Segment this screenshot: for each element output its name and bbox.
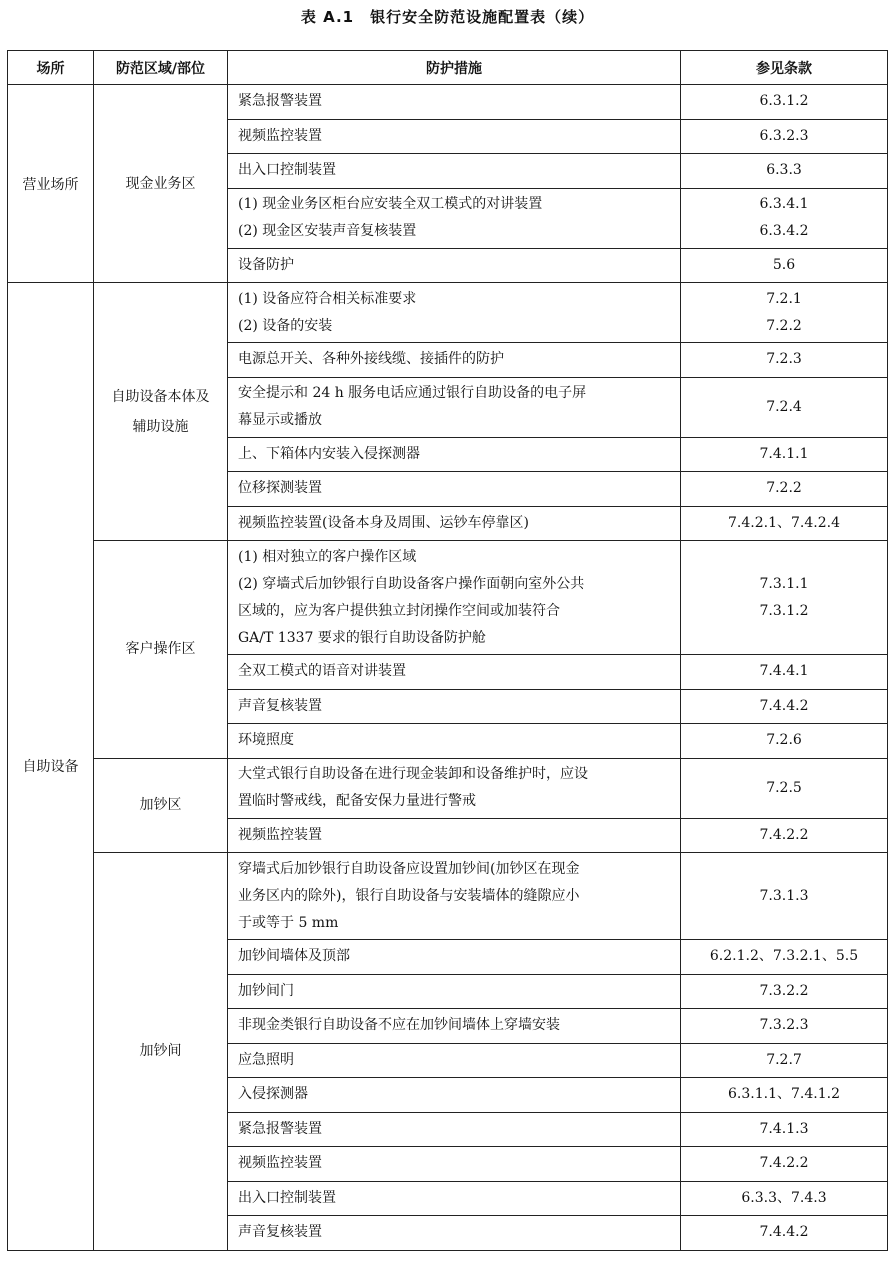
measure-cell bbox=[228, 1216, 681, 1251]
header-measure: 防护措施 bbox=[228, 51, 681, 85]
measure-cell bbox=[228, 689, 681, 724]
reference-line: 7.2.3 bbox=[766, 351, 802, 368]
reference-line: 7.4.1.3 bbox=[759, 1120, 809, 1137]
reference-line: 7.2.6 bbox=[766, 732, 802, 749]
reference-line: 6.2.1.2、7.3.2.1、5.5 bbox=[709, 948, 859, 965]
reference-cell bbox=[681, 154, 888, 189]
measure-cell bbox=[228, 1147, 681, 1182]
measure-cell bbox=[228, 119, 681, 154]
measure-line: 紧急报警装置 bbox=[238, 93, 322, 110]
header-reference: 参见条款 bbox=[681, 51, 888, 85]
measure-line: 应急照明 bbox=[238, 1051, 294, 1068]
reference-line: 7.2.2 bbox=[766, 317, 802, 334]
zone-line: 辅助设施 bbox=[132, 418, 189, 435]
zone-cell bbox=[94, 758, 228, 853]
measure-cell bbox=[228, 853, 681, 940]
reference-line: 7.3.2.2 bbox=[759, 982, 809, 999]
reference-cell bbox=[681, 974, 888, 1009]
reference-cell bbox=[681, 1147, 888, 1182]
measure-cell bbox=[228, 1078, 681, 1113]
reference-line: 7.3.2.3 bbox=[759, 1017, 809, 1034]
measure-line: (2) 现金区安装声音复核装置 bbox=[238, 223, 417, 239]
table-row bbox=[8, 85, 888, 120]
reference-cell bbox=[681, 1043, 888, 1078]
measure-line: 视频监控装置 bbox=[238, 826, 322, 843]
measure-cell bbox=[228, 1181, 681, 1216]
measure-line: (1) 现金业务区柜台应安装全双工模式的对讲装置 bbox=[238, 196, 543, 212]
measure-cell bbox=[228, 248, 681, 283]
reference-line: 7.4.2.1、7.4.2.4 bbox=[728, 514, 840, 531]
reference-line: 6.3.1.1、7.4.1.2 bbox=[728, 1086, 840, 1103]
reference-cell bbox=[681, 472, 888, 507]
reference-line: 6.3.1.2 bbox=[759, 93, 809, 110]
reference-line: 6.3.4.2 bbox=[759, 223, 809, 239]
zone-cell bbox=[94, 541, 228, 759]
measure-cell bbox=[228, 758, 681, 818]
table-body bbox=[8, 85, 888, 1251]
measure-line: 大堂式银行自助设备在进行现金装卸和设备维护时，应设 bbox=[238, 766, 588, 782]
zone-line: 加钞区 bbox=[139, 797, 182, 814]
measure-cell bbox=[228, 283, 681, 343]
measure-line: 非现金类银行自助设备不应在加钞间墙体上穿墙安装 bbox=[238, 1017, 560, 1034]
table-title: 表 A.1 银行安全防范设施配置表（续） bbox=[300, 8, 595, 26]
reference-cell bbox=[681, 188, 888, 248]
reference-cell bbox=[681, 1112, 888, 1147]
reference-cell bbox=[681, 248, 888, 283]
measure-line: (2) 设备的安装 bbox=[238, 317, 333, 334]
security-config-table bbox=[7, 50, 888, 1251]
zone-line: 客户操作区 bbox=[125, 641, 196, 658]
reference-line: 7.4.4.2 bbox=[759, 697, 809, 714]
reference-cell bbox=[681, 119, 888, 154]
reference-line: 7.3.1.1 bbox=[759, 575, 809, 592]
measure-cell bbox=[228, 1112, 681, 1147]
zone-line: 加钞间 bbox=[139, 1043, 182, 1060]
measure-line: 设备防护 bbox=[238, 256, 294, 273]
reference-cell bbox=[681, 1181, 888, 1216]
table-row bbox=[8, 541, 888, 655]
measure-cell bbox=[228, 154, 681, 189]
reference-cell bbox=[681, 437, 888, 472]
reference-cell bbox=[681, 1009, 888, 1044]
measure-cell bbox=[228, 655, 681, 690]
reference-line: 6.3.3、7.4.3 bbox=[741, 1189, 827, 1206]
reference-cell bbox=[681, 377, 888, 437]
reference-line: 7.4.4.1 bbox=[759, 663, 809, 680]
reference-line: 7.2.7 bbox=[766, 1051, 802, 1068]
place-cell: 营业场所 bbox=[8, 85, 94, 283]
reference-line: 7.3.1.2 bbox=[759, 602, 809, 619]
reference-cell bbox=[681, 853, 888, 940]
measure-line: 上、下箱体内安装入侵探测器 bbox=[238, 445, 420, 462]
measure-line: 业务区内的除外)，银行自助设备与安装墙体的缝隙应小 bbox=[238, 887, 580, 904]
header-zone: 防范区域/部位 bbox=[94, 51, 228, 85]
measure-cell bbox=[228, 940, 681, 975]
reference-line: 7.2.5 bbox=[766, 779, 802, 796]
reference-line: 7.4.4.2 bbox=[759, 1224, 809, 1241]
measure-line: 出入口控制装置 bbox=[238, 162, 336, 179]
measure-line: 穿墙式后加钞银行自助设备应设置加钞间(加钞区在现金 bbox=[238, 860, 580, 877]
reference-cell bbox=[681, 940, 888, 975]
measure-cell bbox=[228, 724, 681, 759]
reference-cell bbox=[681, 85, 888, 120]
reference-cell bbox=[681, 724, 888, 759]
measure-line: 视频监控装置(设备本身及周围、运钞车停靠区) bbox=[238, 514, 529, 531]
measure-cell bbox=[228, 437, 681, 472]
reference-line: 6.3.3 bbox=[766, 162, 802, 179]
measure-line: 区域的，应为客户提供独立封闭操作空间或加装符合 bbox=[238, 602, 560, 619]
zone-cell bbox=[94, 283, 228, 541]
zone-cell bbox=[94, 85, 228, 283]
table-row bbox=[8, 283, 888, 343]
measure-line: 电源总开关、各种外接线缆、接插件的防护 bbox=[238, 351, 504, 368]
reference-cell bbox=[681, 818, 888, 853]
measure-line: 置临时警戒线，配备安保力量进行警戒 bbox=[238, 793, 476, 809]
measure-cell bbox=[228, 506, 681, 541]
reference-cell bbox=[681, 283, 888, 343]
reference-line: 7.2.4 bbox=[766, 398, 802, 415]
measure-cell bbox=[228, 1043, 681, 1078]
reference-line: 7.4.2.2 bbox=[759, 826, 809, 843]
zone-cell bbox=[94, 853, 228, 1251]
measure-line: 声音复核装置 bbox=[238, 1224, 322, 1241]
measure-line: 幕显示或播放 bbox=[238, 412, 322, 428]
measure-cell bbox=[228, 85, 681, 120]
reference-cell bbox=[681, 1216, 888, 1251]
reference-line: 6.3.2.3 bbox=[759, 127, 809, 144]
measure-line: (2) 穿墙式后加钞银行自助设备客户操作面朝向室外公共 bbox=[238, 575, 585, 592]
measure-line: 环境照度 bbox=[238, 732, 294, 749]
measure-line: 出入口控制装置 bbox=[238, 1189, 336, 1206]
measure-line: 安全提示和 24 h 服务电话应通过银行自助设备的电子屏 bbox=[238, 385, 587, 401]
header-place: 场所 bbox=[8, 51, 94, 85]
measure-line: GA/T 1337 要求的银行自助设备防护舱 bbox=[238, 629, 486, 646]
measure-line: (1) 相对独立的客户操作区域 bbox=[238, 548, 417, 565]
measure-line: 于或等于 5 mm bbox=[238, 914, 339, 931]
reference-cell bbox=[681, 343, 888, 378]
zone-line: 自助设备本体及 bbox=[111, 388, 210, 405]
measure-cell bbox=[228, 1009, 681, 1044]
reference-cell bbox=[681, 655, 888, 690]
reference-line: 5.6 bbox=[772, 256, 796, 273]
measure-line: 全双工模式的语音对讲装置 bbox=[238, 663, 406, 680]
reference-line: 7.3.1.3 bbox=[759, 887, 809, 904]
measure-cell bbox=[228, 541, 681, 655]
measure-line: 入侵探测器 bbox=[238, 1086, 308, 1103]
measure-line: 紧急报警装置 bbox=[238, 1120, 322, 1137]
measure-cell bbox=[228, 472, 681, 507]
reference-line: 7.4.1.1 bbox=[759, 445, 809, 462]
table-row bbox=[8, 758, 888, 818]
measure-cell bbox=[228, 818, 681, 853]
zone-line: 现金业务区 bbox=[125, 175, 196, 192]
measure-cell bbox=[228, 974, 681, 1009]
reference-line: 7.4.2.2 bbox=[759, 1155, 809, 1172]
measure-line: 加钞间门 bbox=[238, 982, 294, 999]
measure-cell bbox=[228, 188, 681, 248]
measure-line: 视频监控装置 bbox=[238, 127, 322, 144]
reference-line: 7.2.1 bbox=[766, 290, 802, 307]
place-cell: 自助设备 bbox=[8, 283, 94, 1251]
measure-line: 位移探测装置 bbox=[238, 480, 322, 497]
reference-cell bbox=[681, 541, 888, 655]
reference-cell bbox=[681, 758, 888, 818]
reference-line: 7.2.2 bbox=[766, 480, 802, 497]
reference-cell bbox=[681, 689, 888, 724]
measure-line: (1) 设备应符合相关标准要求 bbox=[238, 290, 417, 307]
reference-cell bbox=[681, 1078, 888, 1113]
reference-cell bbox=[681, 506, 888, 541]
measure-cell bbox=[228, 377, 681, 437]
header-row bbox=[8, 51, 888, 85]
table-row bbox=[8, 853, 888, 940]
measure-line: 视频监控装置 bbox=[238, 1155, 322, 1172]
measure-cell bbox=[228, 343, 681, 378]
measure-line: 声音复核装置 bbox=[238, 697, 322, 714]
reference-line: 6.3.4.1 bbox=[759, 196, 809, 212]
measure-line: 加钞间墙体及顶部 bbox=[238, 948, 350, 965]
